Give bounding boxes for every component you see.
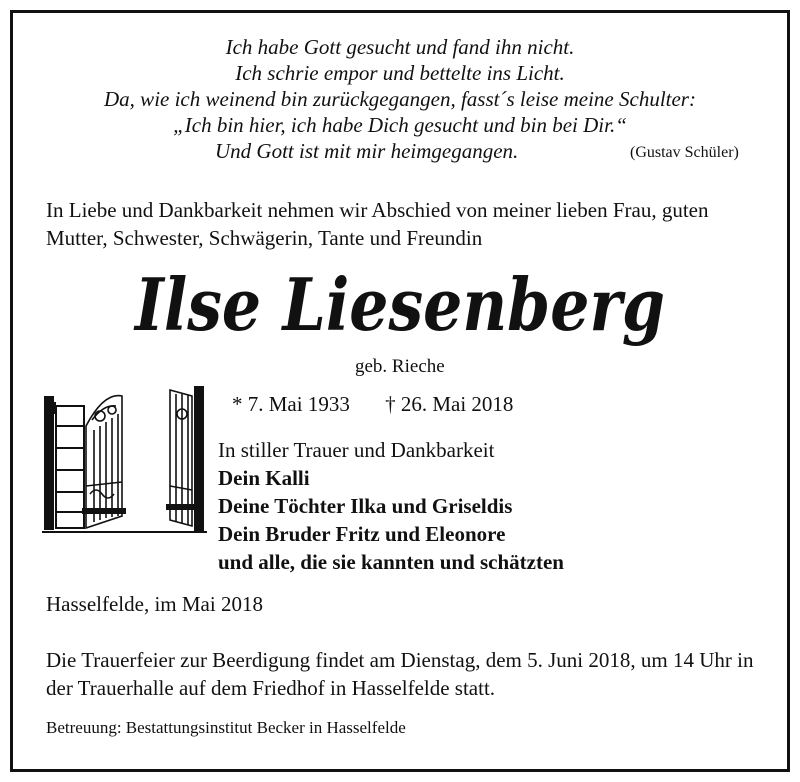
- maiden-name: geb. Rieche: [355, 356, 445, 377]
- mourner-line: Deine Töchter Ilka und Griseldis: [218, 494, 513, 518]
- deceased-name: [0, 262, 800, 362]
- deceased-name-text: Ilse Liesenberg: [133, 262, 665, 347]
- poem: [0, 34, 800, 164]
- death-date: † 26. Mai 2018: [385, 392, 514, 416]
- open-gate-illustration: [42, 386, 207, 536]
- poem-line: „Ich bin hier, ich habe Dich gesucht und bin bei Dir.“: [173, 113, 627, 137]
- mourners: [218, 436, 778, 576]
- funeral-home: Betreuung: Bestattungsinstitut Becker in Hasselfelde: [46, 718, 406, 737]
- poem-line: Ich schrie empor und bettelte ins Licht.: [235, 61, 565, 85]
- place-date: Hasselfelde, im Mai 2018: [46, 592, 263, 616]
- mourner-line: Dein Bruder Fritz und Eleonore: [218, 522, 506, 546]
- mourner-line: und alle, die sie kannten und schätzten: [218, 550, 564, 574]
- poem-last-line: [0, 138, 800, 164]
- funeral-service-text: Die Trauerfeier zur Beerdigung findet am Dienstag, dem 5. Juni 2018, um 14 Uhr in der Trauerhalle auf dem Friedhof in Hasselfelde statt.: [46, 648, 754, 700]
- poem-line: Ich habe Gott gesucht und fand ihn nicht.: [225, 35, 575, 59]
- birth-date: * 7. Mai 1933: [232, 392, 350, 416]
- mourner-line: Dein Kalli: [218, 466, 310, 490]
- life-dates: [232, 392, 513, 417]
- poem-author: (Gustav Schüler): [630, 144, 739, 161]
- mourners-heading: In stiller Trauer und Dankbarkeit: [218, 438, 495, 462]
- poem-line: Und Gott ist mit mir heimgegangen.: [215, 139, 519, 163]
- intro-text: In Liebe und Dankbarkeit nehmen wir Abschied von meiner lieben Frau, guten Mutter, Schwester, Schwägerin, Tante und Freundin: [46, 198, 709, 250]
- poem-line: Da, wie ich weinend bin zurückgegangen, fasst´s leise meine Schulter:: [104, 87, 696, 111]
